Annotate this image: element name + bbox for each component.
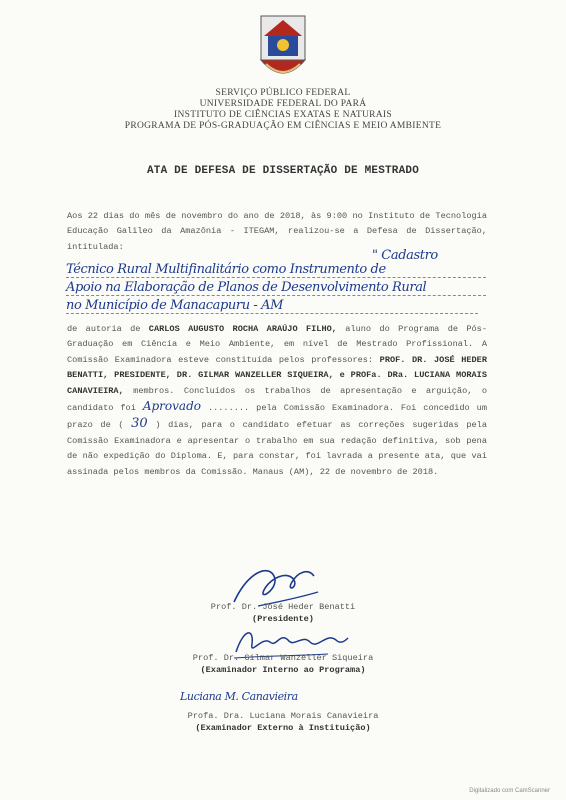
signature-name-2: Prof. Dr. Gilmar Wanzeller Siqueira — [192, 653, 374, 663]
program-text: aluno do Programa de Pós-Graduação em Ciência e Meio Ambiente, em nível de Mestrado Profissional. A Comissão Examinadora esteve constituída pelos professores: — [67, 324, 487, 365]
paragraph-opening: Aos 22 dias do mês de novembro do ano de 2018, às 9:00 no Instituto de Tecnologia Educação Galileo da Amazônia - ITEGAM, realizou-se a Defesa de Dissertação, intitulada: — [67, 211, 487, 252]
signature-name-3: Profa. Dra. Luciana Morais Canavieira — [187, 711, 379, 721]
authorship-intro: de autoria de — [67, 324, 141, 334]
handwritten-title-line-1: " Cadastro — [372, 248, 438, 263]
handwritten-days: 30 — [131, 416, 148, 432]
header-line-1: SERVIÇO PÚBLICO FEDERAL — [215, 88, 351, 98]
university-crest-icon — [258, 14, 308, 86]
signature-role-2: (Examinador Interno ao Programa) — [200, 665, 366, 675]
handwritten-result: Aprovado — [142, 399, 201, 414]
title-underline-3 — [66, 312, 478, 314]
deadline-intro: ........ pela Comissão Examinadora. Foi concedido um prazo de ( — [67, 403, 487, 431]
document-title: ATA DE DEFESA DE DISSERTAÇÃO DE MESTRADO — [146, 165, 420, 177]
author-name: CARLOS AUGUSTO ROCHA ARAÚJO FILHO, — [148, 324, 337, 334]
signature-canavieira: Luciana M. Canavieira — [180, 690, 298, 703]
paragraph-main — [67, 322, 487, 480]
handwritten-title-line-3: Apoio na Elaboração de Planos de Desenvolvimento Rural — [66, 280, 427, 295]
result-intro: membros. Concluídos os trabalhos de apresentação e arguição, o candidato foi — [67, 385, 487, 414]
header-line-3: INSTITUTO DE CIÊNCIAS EXATAS E NATURAIS — [174, 110, 392, 120]
handwritten-title-line-2: Técnico Rural Multifinalitário como Instrumento de — [66, 262, 386, 277]
committee-members: PROF. DR. JOSÉ HEDER BENATTI, PRESIDENTE, DR. GILMAR WANZELLER SIQUEIRA, e PROFa. DRa. LUCIANA MORAIS CANAVIEIRA, — [67, 354, 487, 396]
header-line-2: UNIVERSIDADE FEDERAL DO PARÁ — [199, 99, 367, 109]
scanner-watermark: Digitalizado com CamScanner — [469, 788, 550, 794]
title-underline-1 — [66, 276, 486, 278]
signature-role-1: (Presidente) — [252, 614, 314, 624]
signature-name-1: Prof. Dr. José Heder Benatti — [210, 602, 356, 612]
signature-role-3: (Examinador Externo à Instituição) — [195, 723, 371, 733]
title-underline-2 — [66, 294, 486, 296]
header-line-4: PROGRAMA DE PÓS-GRADUAÇÃO EM CIÊNCIAS E MEIO AMBIENTE — [124, 121, 442, 131]
closing-text: ) dias, para o candidato efetuar as correções sugeridas pela Comissão Examinadora e apresentar o trabalho em sua redação definitiva, sob pena de não expedição do Diploma. E, para constar, foi lavrada a presente ata, que vai assinada pelos membros da Comissão. Manaus (AM), 22 de novembro de 2018. — [67, 420, 487, 477]
handwritten-title-line-4: no Município de Manacapuru - AM — [66, 298, 284, 313]
